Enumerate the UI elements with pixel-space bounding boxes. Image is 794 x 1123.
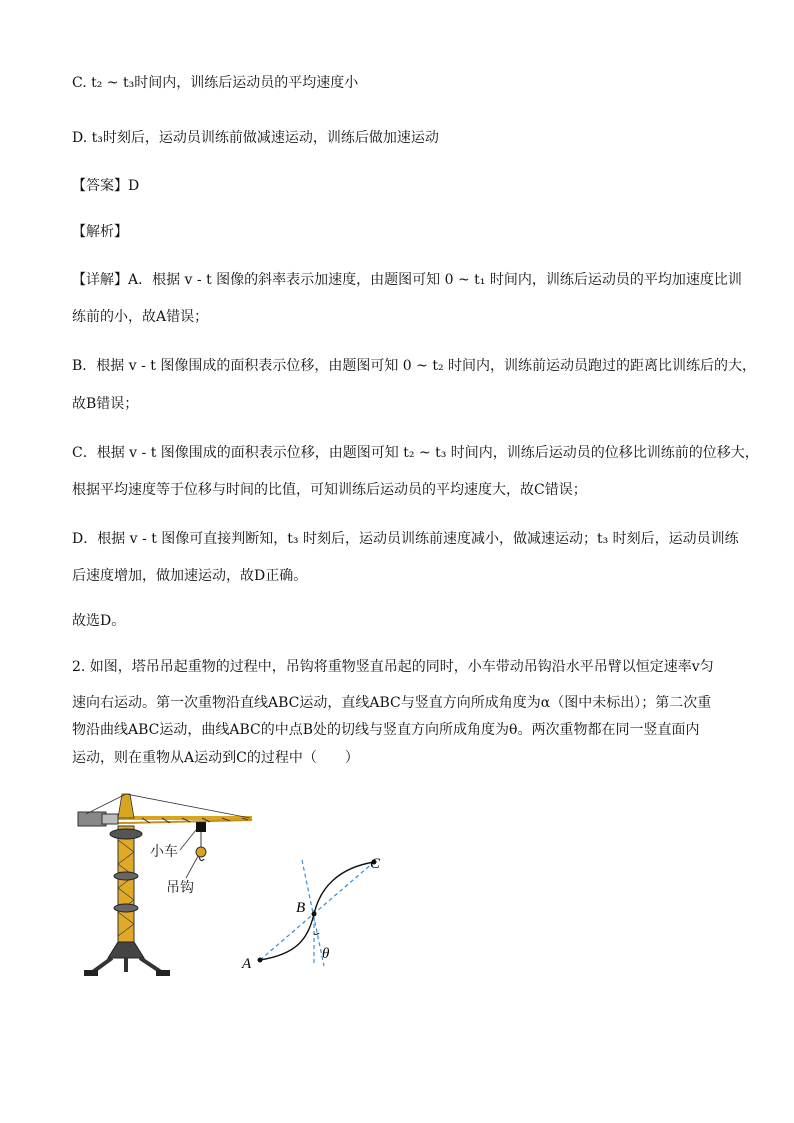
detail-choose: 故选D。 [72,613,126,629]
analysis-heading: 【解析】 [72,224,128,240]
detail-c-line1: C．根据 v - t 图像围成的面积表示位移，由题图可知 t₂ ~ t₃ 时间内，训练后运动员的位移比训练前的位移大， [72,445,759,461]
detail-a-line2: 练前的小，故A错误； [72,309,209,325]
label-b: B [296,900,306,916]
hook-label: 吊钩 [166,880,194,896]
detail-a-line1: 【详解】A．根据 v - t 图像的斜率表示加速度，由题图可知 0 ~ t₁ 时间内，训练后运动员的平均加速度比训 [72,272,742,288]
trajectory-diagram [238,848,398,978]
detail-b-line2: 故B错误； [72,396,139,412]
option-c: C. t₂ ~ t₃时间内，训练后运动员的平均速度小 [72,75,359,91]
label-a: A [242,956,252,972]
detail-b-line1: B．根据 v - t 图像围成的面积表示位移，由题图可知 0 ~ t₂ 时间内，训练前运动员跑过的距离比训练后的大， [72,358,757,374]
question-2-line4: 运动，则在重物从A运动到C的过程中（ ） [72,750,359,766]
label-theta: θ [322,946,330,962]
option-d: D. t₃时刻后，运动员训练前做减速运动，训练后做加速运动 [72,130,439,146]
detail-c-line2: 根据平均速度等于位移与时间的比值，可知训练后运动员的平均速度大，故C错误； [72,482,587,498]
label-c: C [370,856,381,872]
question-2-line2: 速向右运动。第一次重物沿直线ABC运动，直线ABC与竖直方向所成角度为α（图中未标出）；第二次重 [72,695,712,711]
answer-line: 【答案】D [72,178,140,194]
point-b [312,912,317,917]
car-label: 小车 [150,844,178,860]
detail-d-line2: 后速度增加，做加速运动，故D正确。 [72,568,308,584]
question-2-line1: 2. 如图，塔吊吊起重物的过程中，吊钩将重物竖直吊起的同时，小车带动吊钩沿水平吊臂以恒定速率v匀 [72,659,714,675]
tower-crane-figure [72,790,257,980]
question-2-line3: 物沿曲线ABC运动，曲线ABC的中点B处的切线与竖直方向所成角度为θ。两次重物都在同一竖直面内 [72,722,700,738]
detail-d-line1: D．根据 v - t 图像可直接判断知，t₃ 时刻后，运动员训练前速度减小，做减速运动；t₃ 时刻后，运动员训练 [72,531,739,547]
point-a [258,958,263,963]
